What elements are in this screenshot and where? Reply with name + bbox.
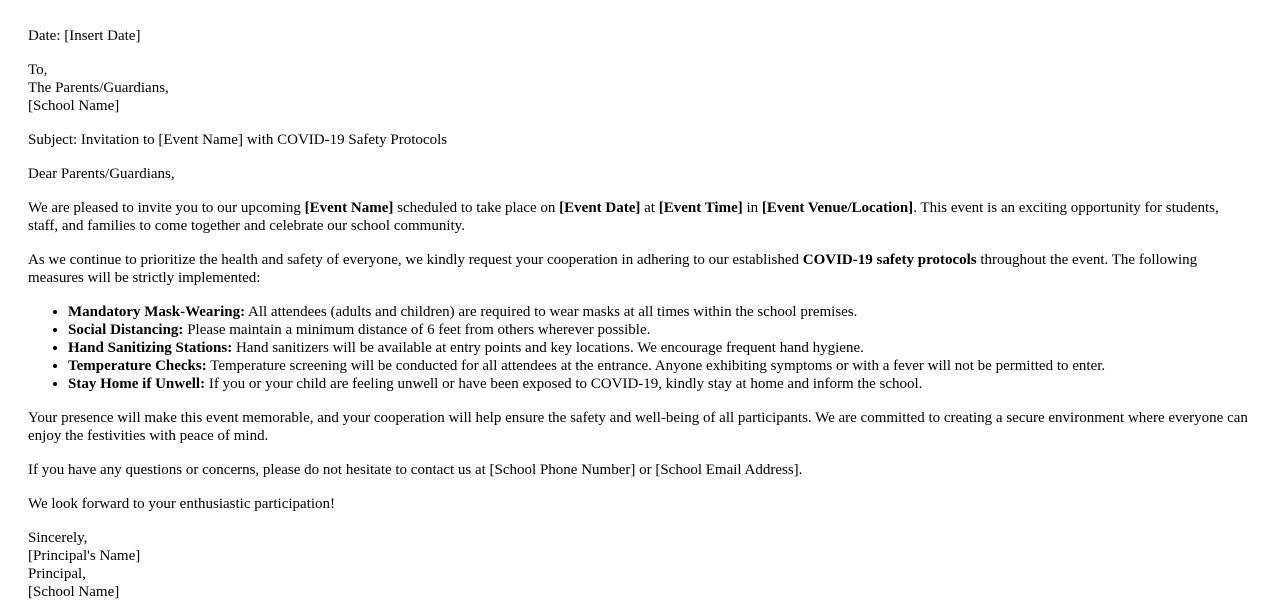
subject-line: Subject: Invitation to [Event Name] with COVID-19 Safety Protocols [28,132,448,148]
list-item [68,375,1250,393]
measure-title: Stay Home if Unwell: [68,376,206,392]
intro-text-3: at [640,200,659,216]
measures-list [28,303,1250,393]
closing-line: We look forward to your enthusiastic participation! [28,496,336,512]
event-time: [Event Time] [658,200,743,216]
recipient-block [28,61,1250,115]
protocols-highlight: COVID-19 safety protocols [802,252,977,268]
presence-paragraph: Your presence will make this event memorable, and your cooperation will help ensure the safety and well-being of all participants. We are committed to creating a secure environment where everyone can enjoy the festivities with peace of mind. [28,410,1248,444]
list-item [68,339,1250,357]
signature-sincerely: Sincerely, [28,530,88,546]
intro-text-4: in [742,200,762,216]
intro-paragraph [28,199,1250,235]
contact-paragraph: If you have any questions or concerns, please do not hesitate to contact us at [School Phone Number] or [School Email Address]. [28,462,803,478]
list-item [68,303,1250,321]
protocols-text-1: As we continue to prioritize the health and safety of everyone, we kindly request your cooperation in adhering to our established [28,252,803,268]
measure-title: Temperature Checks: [68,358,207,374]
recipient-line-2: [School Name] [28,98,120,114]
date-line: Date: [Insert Date] [28,28,141,44]
measure-title: Social Distancing: [68,322,184,338]
measure-text: If you or your child are feeling unwell or have been exposed to COVID-19, kindly stay at home and inform the school. [205,376,923,392]
measure-title: Hand Sanitizing Stations: [68,340,233,356]
signature-name: [Principal's Name] [28,548,141,564]
list-item [68,357,1250,375]
intro-text-1: We are pleased to invite you to our upcoming [28,200,305,216]
recipient-line-1: The Parents/Guardians, [28,80,169,96]
salutation: Dear Parents/Guardians, [28,166,175,182]
protocols-text-2: throughout the event. The following measures will be strictly implemented: [28,252,1198,286]
measure-title: Mandatory Mask-Wearing: [68,304,246,320]
event-name: [Event Name] [304,200,394,216]
signature-title: Principal, [28,566,86,582]
event-date: [Event Date] [559,200,641,216]
list-item [68,321,1250,339]
event-venue: [Event Venue/Location] [761,200,914,216]
intro-text-2: scheduled to take place on [393,200,560,216]
measure-text: Please maintain a minimum distance of 6 feet from others wherever possible. [183,322,651,338]
signature-block [28,529,1250,601]
measure-text: All attendees (adults and children) are required to wear masks at all times within the school premises. [245,304,858,320]
measure-text: Temperature screening will be conducted for all attendees at the entrance. Anyone exhibiting symptoms or with a fever will not be permitted to enter. [206,358,1106,374]
measure-text: Hand sanitizers will be available at entry points and key locations. We encourage frequent hand hygiene. [232,340,864,356]
protocols-paragraph [28,251,1250,287]
recipient-to: To, [28,62,48,78]
signature-school: [School Name] [28,584,120,600]
intro-text-5: . This event is an exciting opportunity for students, staff, and families to come together and celebrate our school community. [28,200,1219,234]
